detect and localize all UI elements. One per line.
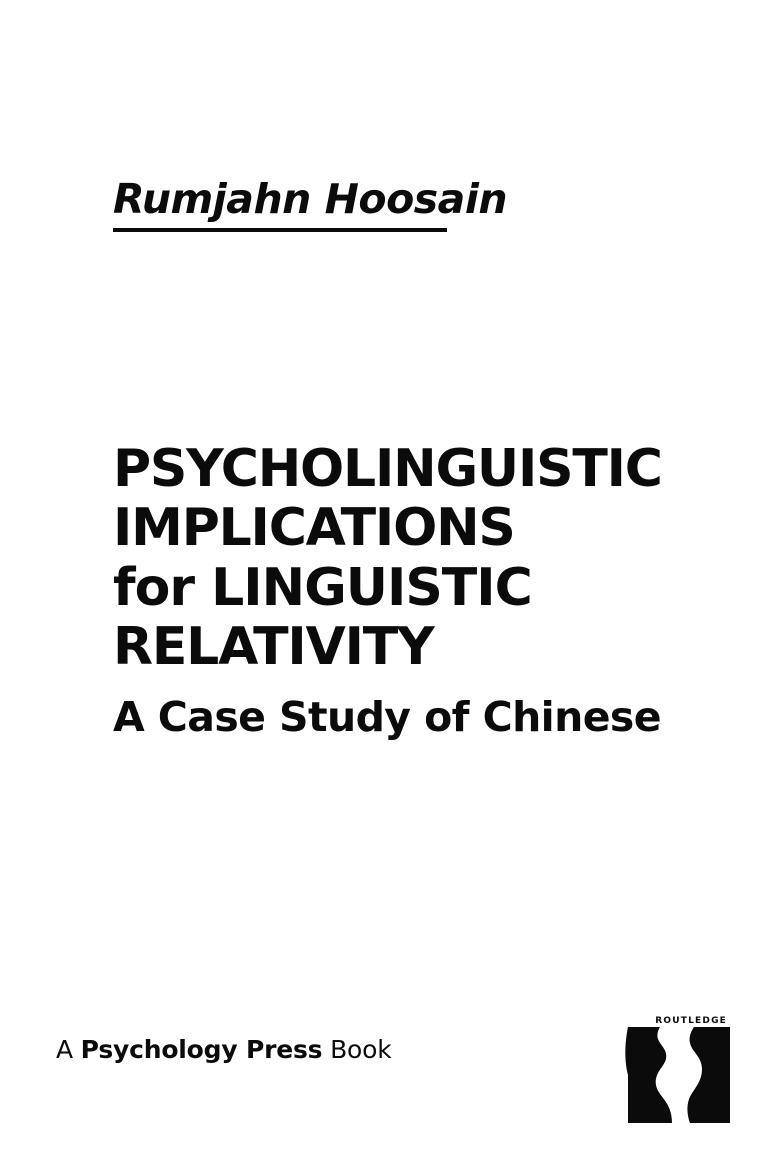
title-line-2: IMPLICATIONS [113,498,515,559]
imprint-suffix: Book [322,1035,392,1064]
author-block [113,175,673,232]
routledge-wordmark: ROUTLEDGE [655,1016,727,1026]
author-underline-rule [113,228,447,232]
imprint-line [56,1035,392,1064]
subtitle: A Case Study of Chinese [113,693,661,742]
routledge-logo [598,1005,730,1123]
imprint-prefix: A [56,1035,81,1064]
imprint-brand: Psychology Press [80,1035,323,1064]
title-block [113,440,713,741]
author-name: Rumjahn Hoosain [113,175,508,223]
title-line-3: for LINGUISTIC [113,557,532,618]
title-line-1: PSYCHOLINGUISTIC [113,439,662,499]
title-line-4: RELATIVITY [113,616,434,677]
